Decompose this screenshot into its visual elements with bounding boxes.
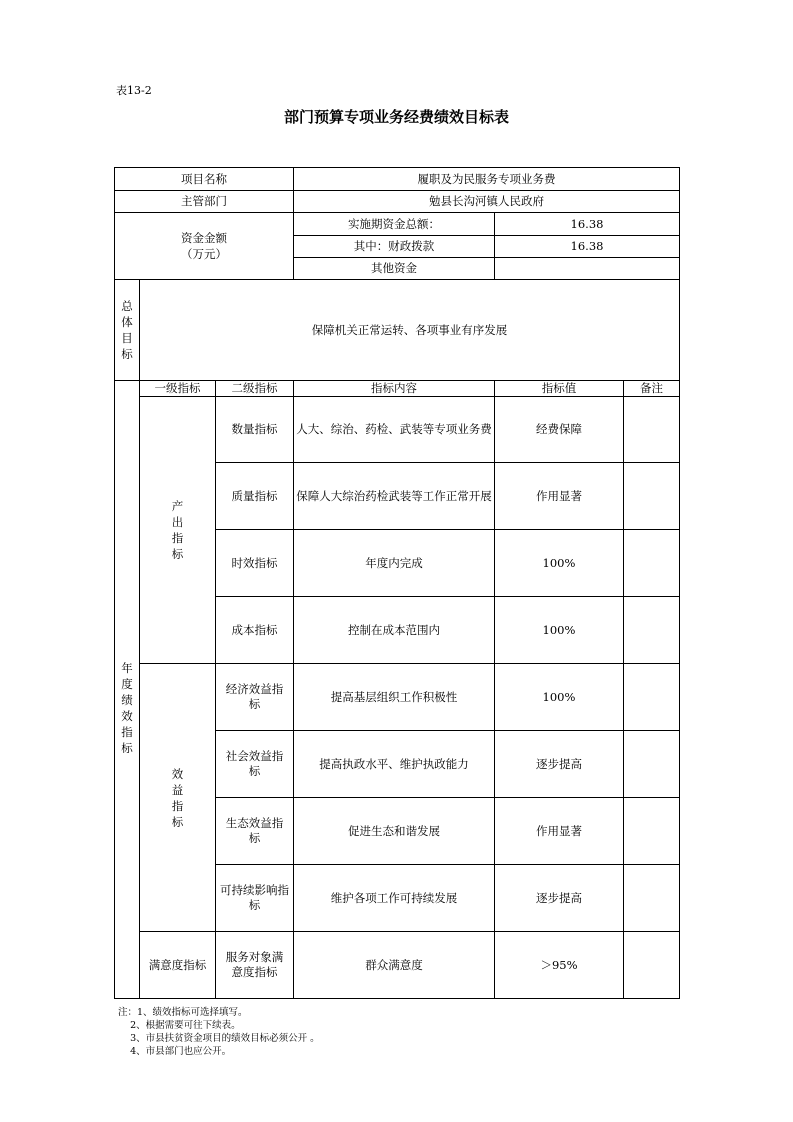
row-level2: 可持续影响指标 — [220, 883, 289, 912]
row-content: 群众满意度 — [365, 957, 423, 972]
annual-label-char: 效 — [121, 708, 133, 723]
row-level2: 质量指标 — [231, 488, 278, 503]
goal-label-char: 体 — [121, 315, 133, 329]
group-benefit-char: 标 — [171, 814, 184, 829]
footnote-line: 4、市县部门也应公开。 — [118, 1046, 232, 1057]
dept-value: 勉县长沟河镇人民政府 — [429, 194, 544, 208]
group-output-char: 产 — [171, 499, 184, 513]
row-note — [624, 664, 679, 730]
footnote-line: 3、市县扶贫资金项目的绩效目标必须公开 。 — [118, 1033, 320, 1044]
other-fund-label: 其他资金 — [371, 261, 417, 275]
row-note — [624, 397, 679, 462]
row-content: 提高执政水平、维护执政能力 — [319, 756, 469, 771]
fund-label-line2: （万元） — [181, 247, 227, 261]
row-note — [624, 731, 679, 797]
total-fund-label: 实施期资金总额： — [348, 216, 440, 231]
fund-amount-label — [115, 213, 293, 279]
row-content: 人大、综治、药检、武装等专项业务费 — [296, 422, 492, 436]
fiscal-fund-label: 其中：财政拨款 — [353, 239, 435, 253]
footnote-line: 2、根据需要可往下续表。 — [118, 1020, 241, 1031]
group-satisfaction-indicators: 满意度指标 — [148, 957, 207, 972]
annual-label-char: 度 — [121, 676, 133, 691]
annual-label-char: 绩 — [121, 692, 133, 707]
row-level2: 经济效益指标 — [225, 682, 284, 711]
goal-label-char: 标 — [121, 347, 133, 361]
group-output-char: 指 — [171, 531, 184, 545]
footnotes — [118, 1006, 320, 1058]
row-content: 保障人大综治药检武装等工作正常开展 — [296, 488, 492, 503]
row-level2: 数量指标 — [231, 422, 278, 436]
row-content: 控制在成本范围内 — [348, 622, 440, 637]
goal-label-char: 目 — [121, 331, 133, 345]
row-content: 促进生态和谐发展 — [348, 823, 440, 838]
row-value: 逐步提高 — [536, 890, 582, 905]
annual-label-char: 标 — [121, 740, 133, 755]
row-level2: 服务对象满意度指标 — [225, 950, 284, 979]
row-value: ＞95% — [540, 957, 578, 972]
row-content: 年度内完成 — [365, 555, 423, 570]
group-benefit-indicators — [140, 664, 215, 931]
overall-goal-label — [115, 280, 139, 380]
page-title: 部门预算专项业务经费绩效目标表 — [283, 108, 509, 126]
goal-label-char: 总 — [121, 299, 133, 313]
annual-indicator-label — [115, 381, 139, 998]
row-value: 100% — [542, 622, 576, 637]
row-value: 经费保障 — [536, 422, 582, 436]
overall-goal-text: 保障机关正常运转、各项事业有序发展 — [311, 322, 508, 337]
row-note — [624, 463, 679, 529]
row-note — [624, 798, 679, 864]
group-benefit-char: 效 — [171, 766, 184, 781]
row-content: 提高基层组织工作积极性 — [330, 689, 458, 704]
row-value: 逐步提高 — [536, 756, 582, 771]
group-benefit-char: 益 — [171, 782, 184, 797]
row-value: 100% — [542, 555, 576, 570]
annual-label-char: 指 — [121, 724, 133, 739]
column-header-level1: 一级指标 — [154, 381, 201, 395]
group-output-indicators — [140, 397, 215, 663]
column-header-note: 备注 — [640, 381, 663, 395]
group-output-char: 标 — [171, 547, 184, 561]
row-note — [624, 865, 679, 931]
annual-label-char: 年 — [121, 660, 133, 675]
column-header-level2: 二级指标 — [231, 381, 278, 395]
fund-label-line1: 资金金额 — [181, 231, 227, 245]
fiscal-fund-value: 16.38 — [570, 239, 604, 253]
project-name-label: 项目名称 — [181, 171, 227, 186]
row-level2: 生态效益指标 — [225, 816, 284, 845]
row-value: 作用显著 — [536, 488, 582, 503]
row-value: 作用显著 — [536, 823, 582, 838]
group-benefit-char: 指 — [171, 798, 184, 813]
form-code: 表13-2 — [116, 84, 152, 97]
row-note — [624, 530, 679, 596]
row-note — [624, 932, 679, 998]
dept-label: 主管部门 — [181, 194, 227, 208]
row-level2: 社会效益指标 — [225, 749, 284, 778]
row-note — [624, 597, 679, 663]
row-value: 100% — [542, 689, 576, 704]
footnote-line: 注：1、绩效指标可选择填写。 — [118, 1007, 248, 1018]
column-header-value: 指标值 — [541, 381, 577, 395]
other-fund-value — [495, 258, 679, 279]
group-output-char: 出 — [171, 515, 184, 529]
column-header-content: 指标内容 — [371, 381, 417, 395]
row-level2: 时效指标 — [231, 555, 278, 570]
row-content: 维护各项工作可持续发展 — [330, 890, 458, 905]
total-fund-value: 16.38 — [570, 216, 604, 231]
project-name-value: 履职及为民服务专项业务费 — [417, 171, 556, 186]
row-level2: 成本指标 — [231, 622, 278, 637]
